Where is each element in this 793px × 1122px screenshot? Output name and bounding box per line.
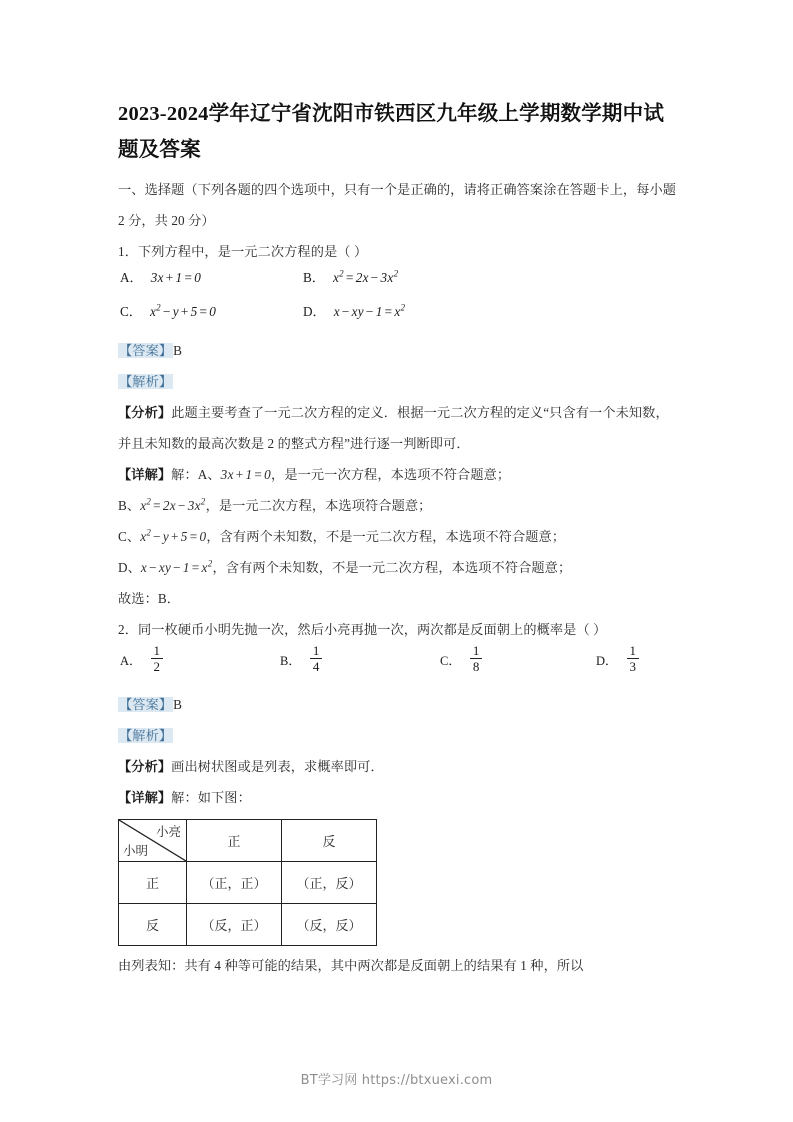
- question-1-option-d: [303, 301, 405, 320]
- answer-label: 【答案】: [119, 343, 173, 358]
- option-b-fraction: [310, 644, 323, 674]
- question-2-analysis: [118, 751, 680, 782]
- detail-prefix: B、: [118, 498, 141, 513]
- question-1-detail-line-4: [118, 552, 680, 583]
- option-c-fraction: [470, 644, 483, 674]
- fraction-numerator: 1: [151, 644, 164, 659]
- detail-suffix: ，是一元一次方程，本选项不符合题意；: [271, 467, 511, 482]
- detail-expression: 3x + 1 = 0: [220, 467, 272, 482]
- question-2-option-a: [120, 645, 163, 675]
- table-row: [119, 904, 377, 946]
- detail-prefix: C、: [118, 529, 141, 544]
- option-c-tag: C．: [120, 304, 142, 319]
- question-2-option-c: [440, 645, 482, 675]
- fraction-numerator: 1: [627, 644, 640, 659]
- fraction-numerator: 1: [310, 644, 323, 659]
- detail-prefix: D、: [118, 560, 141, 575]
- answer-value: B: [173, 697, 183, 712]
- detail-expression: x − xy − $1 = x^2$: [140, 558, 213, 575]
- explanation-label: 【解析】: [119, 728, 173, 743]
- question-2-detail: [118, 782, 680, 813]
- detail-suffix: ，是一元二次方程，本选项符合题意；: [205, 498, 432, 513]
- table-column-header: 反: [282, 820, 377, 862]
- option-a-tag: A．: [120, 653, 142, 668]
- question-1-answer: [118, 335, 680, 366]
- detail-tag: 【详解】: [118, 467, 172, 482]
- option-d-tag: D．: [303, 304, 326, 319]
- option-d-tag: D．: [596, 653, 618, 668]
- option-c-tag: C．: [440, 653, 461, 668]
- question-1-explanation-label: [118, 366, 680, 397]
- document-content: [118, 96, 680, 981]
- section-heading: 一、选择题（下列各题的四个选项中，只有一个是正确的，请将正确答案涂在答题卡上，每小题 2 分，共 20 分）: [118, 182, 677, 228]
- detail-suffix: ，含有两个未知数，不是一元二次方程，本选项不符合题意；: [206, 529, 566, 544]
- option-d-expression: x − xy − $1 = x^2$: [333, 302, 406, 319]
- table-corner-cell: [119, 820, 187, 862]
- question-1-detail-line-2: [118, 490, 680, 521]
- table-header-row: [119, 820, 377, 862]
- page-title: 2023-2024学年辽宁省沈阳市铁西区九年级上学期数学期中试题及答案: [118, 103, 665, 161]
- analysis-tag: 【分析】: [118, 405, 172, 420]
- table-row-header: 正: [119, 862, 187, 904]
- question-1-options-row-2: [118, 301, 680, 335]
- detail-expression: $x^2 - y + 5 = 0$: [140, 527, 207, 544]
- explanation-label: 【解析】: [119, 374, 173, 389]
- detail-text: 解：如下图：: [171, 790, 251, 805]
- option-c-expression: $x^2 - y + 5 = 0$: [149, 302, 217, 319]
- option-a-tag: A．: [120, 270, 143, 285]
- table-row-header: 反: [119, 904, 187, 946]
- outcome-table-wrapper: [118, 819, 680, 946]
- fraction-denominator: 2: [153, 659, 161, 675]
- answer-label: 【答案】: [119, 697, 173, 712]
- answer-value: B: [173, 343, 183, 358]
- question-1-option-b: [303, 267, 398, 286]
- question-2-closing: 由列表知：共有 4 种等可能的结果，其中两次都是反面朝上的结果有 1 种，所以: [118, 958, 584, 973]
- detail-tag: 【详解】: [118, 790, 172, 805]
- question-1-stem: 1．下列方程中，是一元二次方程的是（ ）: [118, 244, 368, 259]
- question-1-options-row-1: [118, 267, 680, 301]
- question-1-detail-line-1: [118, 459, 680, 490]
- table-cell: （反，正）: [187, 904, 282, 946]
- table-cell: （反，反）: [282, 904, 377, 946]
- table-row: [119, 862, 377, 904]
- analysis-tag: 【分析】: [118, 759, 172, 774]
- corner-top-right-label: 小亮: [155, 825, 181, 839]
- table-cell: （正，反）: [282, 862, 377, 904]
- question-2-options-row: [118, 645, 680, 689]
- detail-suffix: ，含有两个未知数，不是一元二次方程，本选项不符合题意；: [212, 560, 572, 575]
- detail-expression: $x^2 = 2x - 3x^2$: [140, 496, 206, 513]
- question-1-analysis: [118, 397, 680, 459]
- analysis-text: 此题主要考查了一元二次方程的定义．根据一元二次方程的定义“只含有一个未知数，并且未知数的最高次数是 2 的整式方程”进行逐一判断即可．: [118, 405, 669, 451]
- corner-bottom-left-label: 小明: [123, 844, 149, 858]
- fraction-denominator: 8: [472, 659, 480, 675]
- analysis-text: 画出树状图或是列表，求概率即可．: [171, 759, 384, 774]
- footer-watermark: BT学习网 https://btxuexi.com: [300, 1073, 493, 1088]
- question-2-answer: [118, 689, 680, 720]
- option-b-expression: $x^2 = 2x - 3x^2$: [332, 268, 399, 285]
- option-b-tag: B．: [303, 270, 325, 285]
- fraction-denominator: 4: [312, 659, 320, 675]
- question-1-conclusion: 故选：B．: [118, 591, 181, 606]
- question-2-option-d: [596, 645, 639, 675]
- question-2-stem: 2．同一枚硬币小明先抛一次，然后小亮再抛一次，两次都是反面朝上的概率是（ ）: [118, 622, 607, 637]
- table-column-header: 正: [187, 820, 282, 862]
- detail-prefix: 解：A、: [171, 467, 221, 482]
- outcome-table: [118, 819, 377, 946]
- question-1-detail-line-3: [118, 521, 680, 552]
- option-a-expression: 3x + 1 = 0: [150, 270, 202, 285]
- option-b-tag: B．: [280, 653, 301, 668]
- question-2-option-b: [280, 645, 322, 675]
- option-d-fraction: [627, 644, 640, 674]
- option-a-fraction: [151, 644, 164, 674]
- fraction-denominator: 3: [629, 659, 637, 675]
- question-1-option-c: [120, 301, 216, 320]
- question-1-option-a: [120, 267, 201, 286]
- table-cell: （正，正）: [187, 862, 282, 904]
- fraction-numerator: 1: [470, 644, 483, 659]
- question-2-explanation-label: [118, 720, 680, 751]
